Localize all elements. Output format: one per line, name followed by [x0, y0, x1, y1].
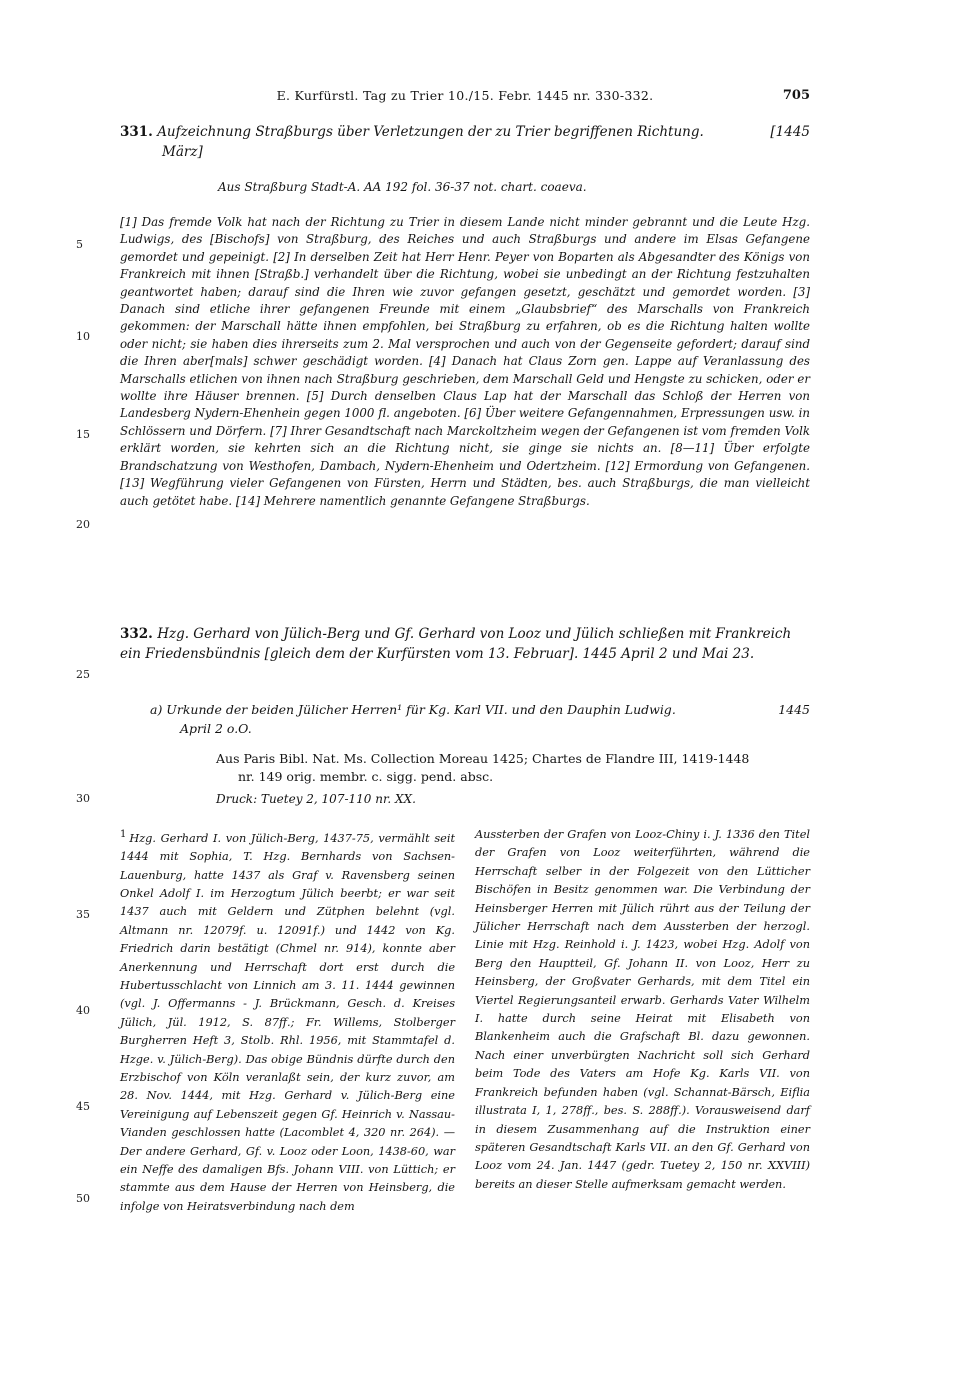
line-number: 35: [76, 908, 90, 921]
footnote-left-column: [120, 826, 455, 1216]
line-number: 25: [76, 668, 90, 681]
footnote-left-text: Hzg. Gerhard I. von Jülich-Berg, 1437-75, vermählt seit 1444 mit Sophia, T. Hzg. Bernhards von Sachsen-Lauenburg, hatte 1437 als Graf v. Ravensberg seinen Onkel Adolf I. im Herzogtum Jülich beerbt; er war seit 1437 auch mit Geldern und Zütphen belehnt (vgl. Altmann nr. 12079f. u. 12091f.) und 1442 von Kg. Friedrich darin bestätigt (Chmel nr. 914), konnte aber Anerkennung und Herrschaft dort erst durch die Hubertusschlacht von Linnich am 3. 11. 1444 gewinnen (vgl. J. Offermanns - J. Brückmann, Gesch. d. Kreises Jülich, Jül. 1912, S. 87ff.; Fr. Willems, Stolberger Burgherren Heft 3, Stolb. Rhl. 1956, mit Stammtafel d. Hzge. v. Jülich-Berg). Das obige Bündnis dürfte durch den Erzbischof von Köln veranlaßt sein, der kurz zuvor, am 28. Nov. 1444, mit Hzg. Gerhard v. Jülich-Berg eine Vereinigung auf Lebenszeit gegen Gf. Heinrich v. Nassau-Vianden geschlossen hatte (Lacomblet 4, 320 nr. 264). — Der andere Gerhard, Gf. v. Looz oder Loon, 1438-60, war ein Neffe des damaligen Bfs. Johann VIII. von Lüttich; er stammte aus dem Hause der Herren von Heinsberg, die infolge von Heiratsverbindung nach dem: [120, 831, 455, 1213]
running-title: E. Kurfürstl. Tag zu Trier 10./15. Febr. 1445 nr. 330-332.: [276, 88, 654, 103]
doc-332-print: Druck: Tuetey 2, 107-110 nr. XX.: [216, 792, 416, 806]
doc-331-source: Aus Straßburg Stadt-A. AA 192 fol. 36-37 not. chart. coaeva.: [218, 180, 587, 194]
doc-332-date: 1445 April 2 und Mai 23.: [582, 646, 755, 662]
doc-331-title-text: Aufzeichnung Straßburgs über Verletzungen der zu Trier begriffenen Richtung.: [157, 124, 704, 140]
doc-332-sub-a-date: April 2 o.O.: [180, 721, 252, 736]
doc-331-body: [1] Das fremde Volk hat nach der Richtung zu Trier in diesem Lande nicht minder gebrannt und die Leute Hzg. Ludwigs, des [Bischofs] von Straßburg, des Reiches und auch Straßburgs und andere im Elsas Gefangene gemordet und gepeinigt. [2] In derselben Zeit hat Herr Henr. Peyer von Boparten als Abgesandter des Königs von Frankreich mit ihnen [Straßb.] verhandelt über die Richtung, wobei sie unbedingt an der Richtung festzuhalten geantwortet haben; darauf sind die Ihren wie zuvor gefangen gesetzt, geschätzt und gemordet worden. [3] Danach sind etliche ihrer gefangenen Freunde mit einem „Glaubsbrief“ des Marschalls von Frankreich gekommen: der Marschall hätte ihnen empfohlen, bei Straßburg zu erfahren, ob es die Richtung halten wollte oder nicht; sie haben dies ihrerseits zum 2. Mal versprochen und auch von der Gegenseite gefordert; darauf sind die Ihren aber[mals] schwer geschädigt worden. [4] Danach hat Claus Zorn gen. Lappe auf Veranlassung des Marschalls etlichen von ihnen nach Straßburg geschrieben, dem Marschall Geld und Hengste zu schicken, oder er wollte ihre Häuser brennen. [5] Durch denselben Claus Lap hat der Marschall das Schloß der Herren von Landesberg Nydern-Ehenhein gegen 1000 fl. angeboten. [6] Über weitere Gefangennahmen, Erpressungen usw. in Schlössern und Dörfern. [7] Ihrer Gesandtschaft nach Marckoltzheim wegen der Gefangenen ist vom fremden Volk erklärt worden, sie kehrten sich an die Richtung nicht, sie ginge sie nichts an. [8—11] Über erfolgte Brandschatzung von Westhofen, Dambach, Nydern-Ehenheim und Odertzheim. [12] Ermordung von Gefangenen. [13] Wegführung vieler Gefangenen von Fürsten, Herrn und Städten, bes. auch Straßburgs, die man vielleicht auch getötet habe. [14] Mehrere namentlich genannte Gefangene Straßburgs.: [120, 215, 810, 508]
doc-332-title-text: Hzg. Gerhard von Jülich-Berg und Gf. Gerhard von Looz und Jülich schließen mit Frankreich ein Friedensbündnis [gleich dem der Kurfürsten vom 13. Februar].: [120, 626, 792, 662]
page-number: 705: [782, 88, 810, 103]
line-number: 5: [76, 238, 83, 251]
doc-332-sub-a: [120, 700, 810, 738]
doc-331-title: [120, 122, 810, 162]
doc-332-source-line-2: nr. 149 orig. membr. c. sigg. pend. absc.: [238, 769, 494, 784]
line-number: 45: [76, 1100, 90, 1113]
doc-332-source-line-1: Aus Paris Bibl. Nat. Ms. Collection Moreau 1425; Chartes de Flandre III, 1419-1448: [216, 751, 750, 766]
footnote-right-text: Aussterben der Grafen von Looz-Chiny i. J. 1336 den Titel der Grafen von Looz weiterführten, während die Herrschaft selber in der Folgezeit von den Lütticher Bischöfen in Besitz genommen war. Die Verbindung der Heinsberger Herren mit Jülich rührt aus der Teilung der Jülicher Herrschaft nach dem Aussterben der herzogl. Linie mit Hzg. Reinhold i. J. 1423, wobei Hzg. Adolf von Berg den Hauptteil, Gf. Johann II. von Looz, Herr zu Heinsberg, der Großvater Gerhards, mit dem Titel ein Viertel Regierungsanteil erwarb. Gerhards Vater Wilhelm I. hatte durch seine Heirat mit Elisabeth von Blankenheim auch die Grafschaft Bl. dazu gewonnen. Nach einer unverbürgten Nachricht soll sich Gerhard beim Tode des Vaters am Hofe Kg. Karls VII. von Frankreich befunden haben (vgl. Schannat-Bärsch, Eiflia illustrata I, 1, 278ff., bes. S. 288ff.). Vorausweisend darf in diesem Zusammenhang auf die Instruktion einer späteren Gesandtschaft Karls VII. an den Gf. Gerhard von Looz vom 24. Jan. 1447 (gedr. Tuetey 2, 150 nr. XXVIII) bereits an dieser Stelle aufmerksam gemacht werden.: [475, 828, 810, 1191]
line-number: 50: [76, 1192, 90, 1205]
doc-332-source: [120, 750, 810, 786]
line-number: 40: [76, 1004, 90, 1017]
page-header: [120, 88, 810, 108]
doc-331-number: 331.: [120, 124, 153, 140]
footnote-marker: 1: [120, 829, 127, 840]
doc-331-date: [1445: [770, 124, 810, 140]
line-number: 15: [76, 428, 90, 441]
line-number: 10: [76, 330, 90, 343]
doc-332-title: [120, 624, 810, 664]
doc-331-date-cont: März]: [162, 144, 203, 160]
doc-332-number: 332.: [120, 626, 153, 642]
doc-332-sub-a-year: 1445: [778, 702, 810, 717]
footnote-right-column: [475, 826, 810, 1194]
line-number: 20: [76, 518, 90, 531]
doc-332-sub-a-text: a) Urkunde der beiden Jülicher Herren¹ für Kg. Karl VII. und den Dauphin Ludwig.: [150, 702, 676, 717]
line-number: 30: [76, 792, 90, 805]
